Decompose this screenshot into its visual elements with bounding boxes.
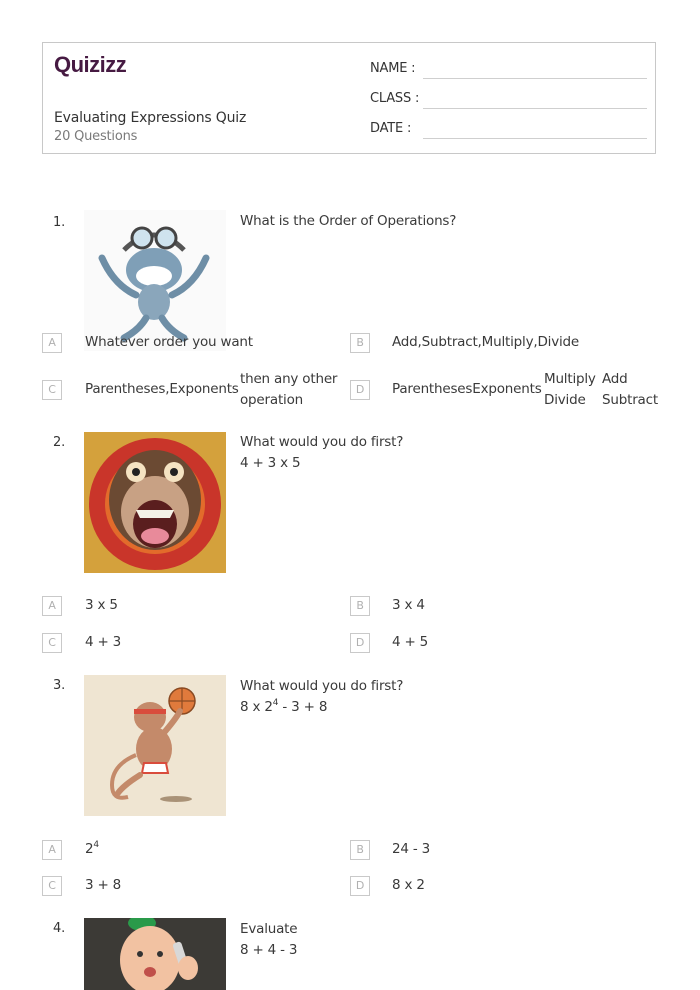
question-expression: 8 x $2^4 - 3 + 8$ bbox=[240, 698, 328, 715]
worksheet-header bbox=[42, 42, 656, 154]
option-b-badge[interactable]: B bbox=[350, 840, 370, 860]
crazy-frog-icon bbox=[84, 210, 226, 351]
baby-phone-icon bbox=[84, 918, 226, 990]
quiz-title: Evaluating Expressions Quiz bbox=[54, 110, 247, 126]
question-text: Evaluate 8 + 4 - 3 bbox=[240, 919, 297, 961]
option-d-badge[interactable]: D bbox=[350, 380, 370, 400]
question-number: 2. bbox=[53, 435, 66, 450]
option-a-text: $2^4$ bbox=[85, 840, 99, 857]
option-c-badge[interactable]: C bbox=[42, 380, 62, 400]
monkey-basketball-icon bbox=[84, 675, 226, 816]
option-c-text-cont: then any other operation bbox=[240, 371, 338, 408]
question-number: 1. bbox=[53, 215, 66, 230]
name-label: NAME : bbox=[370, 61, 416, 76]
option-d-text: 4 + 5 bbox=[392, 634, 429, 650]
option-c-badge[interactable]: C bbox=[42, 633, 62, 653]
question-text: What would you do first? 4 + 3 x 5 bbox=[240, 432, 403, 474]
option-a-text: 3 x 5 bbox=[85, 597, 118, 613]
option-b-badge[interactable]: B bbox=[350, 333, 370, 353]
option-d-text: ParenthesesExponents bbox=[392, 381, 542, 397]
option-d-badge[interactable]: D bbox=[350, 633, 370, 653]
question-expression: 4 + 3 x 5 bbox=[240, 455, 301, 471]
class-line[interactable] bbox=[423, 108, 647, 109]
option-d-text-cont-2: Add Subtract bbox=[602, 371, 658, 408]
option-a-badge[interactable]: A bbox=[42, 596, 62, 616]
question-text: What would you do first? 8 x $2^4 - 3 + 8$ bbox=[240, 676, 403, 718]
option-a-text: Whatever order you want bbox=[85, 334, 253, 350]
option-c-text: Parentheses,Exponents bbox=[85, 381, 239, 397]
option-d-text: 8 x 2 bbox=[392, 877, 425, 893]
screaming-monkey-icon bbox=[84, 432, 226, 573]
question-number: 4. bbox=[53, 921, 66, 936]
option-b-badge[interactable]: B bbox=[350, 596, 370, 616]
option-b-text: 3 x 4 bbox=[392, 597, 425, 613]
quizizz-logo: Quizizz bbox=[54, 52, 127, 77]
option-b-text: Add,Subtract,Multiply,Divide bbox=[392, 334, 580, 350]
name-line[interactable] bbox=[423, 78, 647, 79]
question-expression: 8 + 4 - 3 bbox=[240, 942, 298, 958]
question-text: What is the Order of Operations? bbox=[240, 213, 457, 229]
option-c-badge[interactable]: C bbox=[42, 876, 62, 896]
option-d-badge[interactable]: D bbox=[350, 876, 370, 896]
class-label: CLASS : bbox=[370, 91, 420, 106]
option-a-badge[interactable]: A bbox=[42, 840, 62, 860]
option-c-text: 3 + 8 bbox=[85, 877, 122, 893]
question-count: 20 Questions bbox=[54, 129, 138, 144]
option-d-text-cont: Multiply Divide bbox=[544, 371, 596, 408]
option-a-badge[interactable]: A bbox=[42, 333, 62, 353]
question-number: 3. bbox=[53, 678, 66, 693]
date-label: DATE : bbox=[370, 121, 412, 136]
date-line[interactable] bbox=[423, 138, 647, 139]
option-b-text: 24 - 3 bbox=[392, 841, 431, 857]
option-c-text: 4 + 3 bbox=[85, 634, 122, 650]
